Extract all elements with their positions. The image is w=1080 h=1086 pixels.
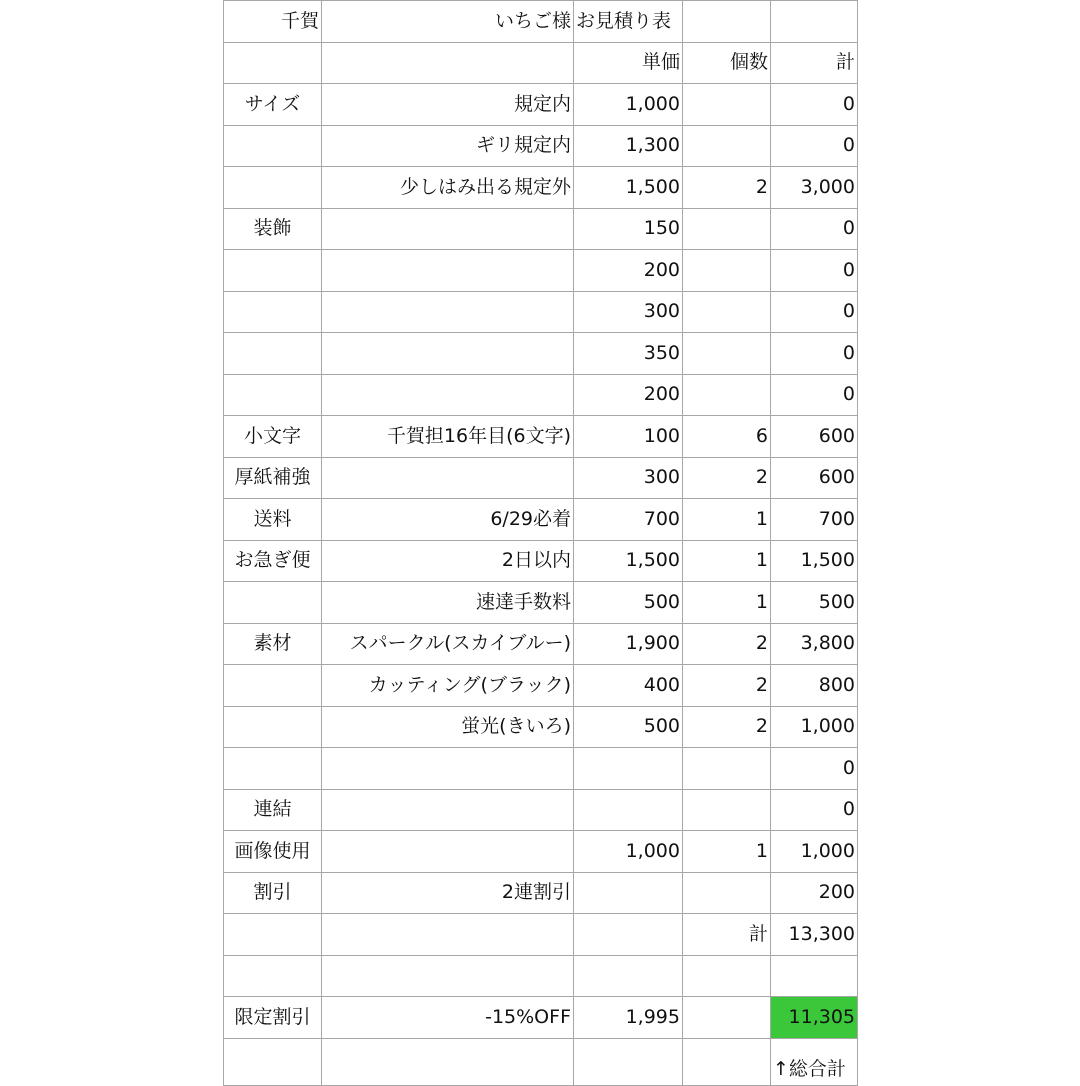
item-cell[interactable]: 6/29必着 (322, 499, 574, 541)
subtotal-cell[interactable]: 700 (771, 499, 858, 541)
unit-price-cell[interactable]: 150 (574, 208, 683, 250)
unit-price-cell[interactable]: 700 (574, 499, 683, 541)
quantity-cell[interactable] (683, 1038, 771, 1086)
row-label-cell[interactable] (224, 125, 322, 167)
table-row (224, 1038, 858, 1086)
table-row (224, 706, 858, 748)
subtotal-cell[interactable]: 3,800 (771, 623, 858, 665)
item-cell[interactable] (322, 291, 574, 333)
row-label-cell[interactable] (224, 914, 322, 956)
item-cell[interactable] (322, 208, 574, 250)
quantity-cell[interactable] (683, 955, 771, 997)
item-cell[interactable] (322, 374, 574, 416)
quantity-cell[interactable]: 1 (683, 831, 771, 873)
item-cell[interactable]: ギリ規定内 (322, 125, 574, 167)
subtotal-cell[interactable]: 1,000 (771, 706, 858, 748)
table-row (224, 831, 858, 873)
row-label-cell[interactable]: 素材 (224, 623, 322, 665)
quantity-cell[interactable] (683, 1, 771, 43)
subtotal-cell[interactable]: 0 (771, 250, 858, 292)
quantity-cell[interactable] (683, 374, 771, 416)
item-cell[interactable] (322, 42, 574, 84)
table-row (224, 291, 858, 333)
row-label-cell[interactable]: 連結 (224, 789, 322, 831)
subtotal-cell[interactable] (771, 1, 858, 43)
unit-price-cell[interactable]: 200 (574, 374, 683, 416)
row-label-cell[interactable] (224, 333, 322, 375)
item-cell[interactable]: 規定内 (322, 84, 574, 126)
row-label-cell[interactable]: お急ぎ便 (224, 540, 322, 582)
subtotal-cell[interactable]: 0 (771, 748, 858, 790)
unit-price-cell[interactable]: 300 (574, 457, 683, 499)
table-row (224, 499, 858, 541)
table-row (224, 208, 858, 250)
subtotal-cell[interactable]: 800 (771, 665, 858, 707)
unit-price-cell[interactable] (574, 914, 683, 956)
table-row (224, 125, 858, 167)
row-label-cell[interactable]: 割引 (224, 872, 322, 914)
item-cell[interactable]: 少しはみ出る規定外 (322, 167, 574, 209)
subtotal-cell[interactable]: 200 (771, 872, 858, 914)
item-cell[interactable]: カッティング(ブラック) (322, 665, 574, 707)
unit-price-cell[interactable]: 1,000 (574, 84, 683, 126)
quantity-cell[interactable]: 2 (683, 623, 771, 665)
row-label-cell[interactable]: 千賀 (224, 1, 322, 43)
table-row (224, 167, 858, 209)
quantity-cell[interactable]: 2 (683, 167, 771, 209)
item-cell[interactable] (322, 955, 574, 997)
row-label-cell[interactable] (224, 291, 322, 333)
table-row (224, 250, 858, 292)
subtotal-cell[interactable]: 3,000 (771, 167, 858, 209)
estimate-table (223, 0, 858, 1086)
quantity-cell[interactable]: 2 (683, 457, 771, 499)
table-row (224, 997, 858, 1039)
row-label-cell[interactable] (224, 250, 322, 292)
unit-price-cell[interactable]: 200 (574, 250, 683, 292)
subtotal-cell[interactable]: 0 (771, 789, 858, 831)
unit-price-cell[interactable] (574, 1038, 683, 1086)
item-cell[interactable] (322, 333, 574, 375)
quantity-cell[interactable] (683, 789, 771, 831)
item-cell[interactable]: いちご様 (322, 1, 574, 43)
item-cell[interactable]: スパークル(スカイブルー) (322, 623, 574, 665)
unit-price-cell[interactable]: 500 (574, 706, 683, 748)
item-cell[interactable]: 千賀担16年目(6文字) (322, 416, 574, 458)
table-row (224, 42, 858, 84)
unit-price-cell[interactable]: 1,500 (574, 167, 683, 209)
unit-price-cell[interactable]: 100 (574, 416, 683, 458)
item-cell[interactable] (322, 789, 574, 831)
table-row (224, 665, 858, 707)
subtotal-cell[interactable]: 1,000 (771, 831, 858, 873)
unit-price-cell[interactable]: 300 (574, 291, 683, 333)
grand-total-note[interactable]: ↑総合計 (771, 1038, 858, 1086)
unit-price-header[interactable]: 単価 (574, 42, 683, 84)
table-row (224, 416, 858, 458)
item-cell[interactable]: 速達手数料 (322, 582, 574, 624)
subtotal-cell[interactable]: 0 (771, 84, 858, 126)
sum-value-cell[interactable]: 13,300 (771, 914, 858, 956)
subtotal-cell[interactable]: 0 (771, 374, 858, 416)
item-cell[interactable] (322, 250, 574, 292)
table-row (224, 582, 858, 624)
quantity-cell[interactable] (683, 208, 771, 250)
grand-total-cell[interactable]: 11,305 (771, 997, 858, 1039)
quantity-cell[interactable] (683, 997, 771, 1039)
quantity-cell[interactable] (683, 291, 771, 333)
row-label-cell[interactable]: 小文字 (224, 416, 322, 458)
unit-price-cell[interactable] (574, 748, 683, 790)
table-row (224, 789, 858, 831)
unit-price-cell[interactable] (574, 872, 683, 914)
row-label-cell[interactable] (224, 955, 322, 997)
row-label-cell[interactable] (224, 706, 322, 748)
subtotal-cell[interactable]: 0 (771, 208, 858, 250)
unit-price-cell[interactable]: 1,300 (574, 125, 683, 167)
quantity-header[interactable]: 個数 (683, 42, 771, 84)
row-label-cell[interactable] (224, 582, 322, 624)
unit-price-cell[interactable]: お見積り表 (574, 1, 683, 43)
unit-price-cell[interactable]: 400 (574, 665, 683, 707)
table-row (224, 1, 858, 43)
quantity-cell[interactable]: 1 (683, 540, 771, 582)
unit-price-cell[interactable]: 1,900 (574, 623, 683, 665)
unit-price-cell[interactable] (574, 955, 683, 997)
table-row (224, 914, 858, 956)
quantity-cell[interactable] (683, 250, 771, 292)
row-label-cell[interactable] (224, 167, 322, 209)
table-row (224, 623, 858, 665)
subtotal-header[interactable]: 計 (771, 42, 858, 84)
quantity-cell[interactable] (683, 748, 771, 790)
quantity-cell[interactable] (683, 872, 771, 914)
table-row (224, 374, 858, 416)
quantity-cell[interactable]: 2 (683, 665, 771, 707)
item-cell[interactable] (322, 831, 574, 873)
row-label-cell[interactable] (224, 374, 322, 416)
row-label-cell[interactable]: 画像使用 (224, 831, 322, 873)
quantity-cell[interactable]: 1 (683, 582, 771, 624)
item-cell[interactable]: -15%OFF (322, 997, 574, 1039)
unit-price-cell[interactable]: 500 (574, 582, 683, 624)
unit-price-cell[interactable]: 1,500 (574, 540, 683, 582)
table-row (224, 955, 858, 997)
item-cell[interactable] (322, 457, 574, 499)
unit-price-cell[interactable]: 1,995 (574, 997, 683, 1039)
subtotal-cell[interactable] (771, 955, 858, 997)
row-label-cell[interactable] (224, 1038, 322, 1086)
row-label-cell[interactable]: サイズ (224, 84, 322, 126)
quantity-cell[interactable]: 6 (683, 416, 771, 458)
item-cell[interactable]: 蛍光(きいろ) (322, 706, 574, 748)
subtotal-cell[interactable]: 0 (771, 291, 858, 333)
row-label-cell[interactable] (224, 665, 322, 707)
unit-price-cell[interactable]: 1,000 (574, 831, 683, 873)
subtotal-cell[interactable]: 0 (771, 125, 858, 167)
subtotal-cell[interactable]: 600 (771, 416, 858, 458)
quantity-cell[interactable]: 2 (683, 706, 771, 748)
item-cell[interactable] (322, 748, 574, 790)
row-label-cell[interactable]: 厚紙補強 (224, 457, 322, 499)
item-cell[interactable]: 2日以内 (322, 540, 574, 582)
subtotal-cell[interactable]: 1,500 (771, 540, 858, 582)
table-row (224, 540, 858, 582)
quantity-cell[interactable] (683, 333, 771, 375)
quantity-cell[interactable] (683, 125, 771, 167)
quantity-cell[interactable]: 1 (683, 499, 771, 541)
subtotal-cell[interactable]: 500 (771, 582, 858, 624)
subtotal-cell[interactable]: 600 (771, 457, 858, 499)
subtotal-cell[interactable]: 0 (771, 333, 858, 375)
table-row (224, 748, 858, 790)
quantity-cell[interactable] (683, 84, 771, 126)
row-label-cell[interactable] (224, 42, 322, 84)
sum-label-cell[interactable]: 計 (683, 914, 771, 956)
item-cell[interactable] (322, 1038, 574, 1086)
unit-price-cell[interactable] (574, 789, 683, 831)
item-cell[interactable] (322, 914, 574, 956)
row-label-cell[interactable]: 装飾 (224, 208, 322, 250)
row-label-cell[interactable]: 限定割引 (224, 997, 322, 1039)
unit-price-cell[interactable]: 350 (574, 333, 683, 375)
table-row (224, 457, 858, 499)
row-label-cell[interactable]: 送料 (224, 499, 322, 541)
row-label-cell[interactable] (224, 748, 322, 790)
item-cell[interactable]: 2連割引 (322, 872, 574, 914)
table-row (224, 872, 858, 914)
table-row (224, 84, 858, 126)
table-row (224, 333, 858, 375)
